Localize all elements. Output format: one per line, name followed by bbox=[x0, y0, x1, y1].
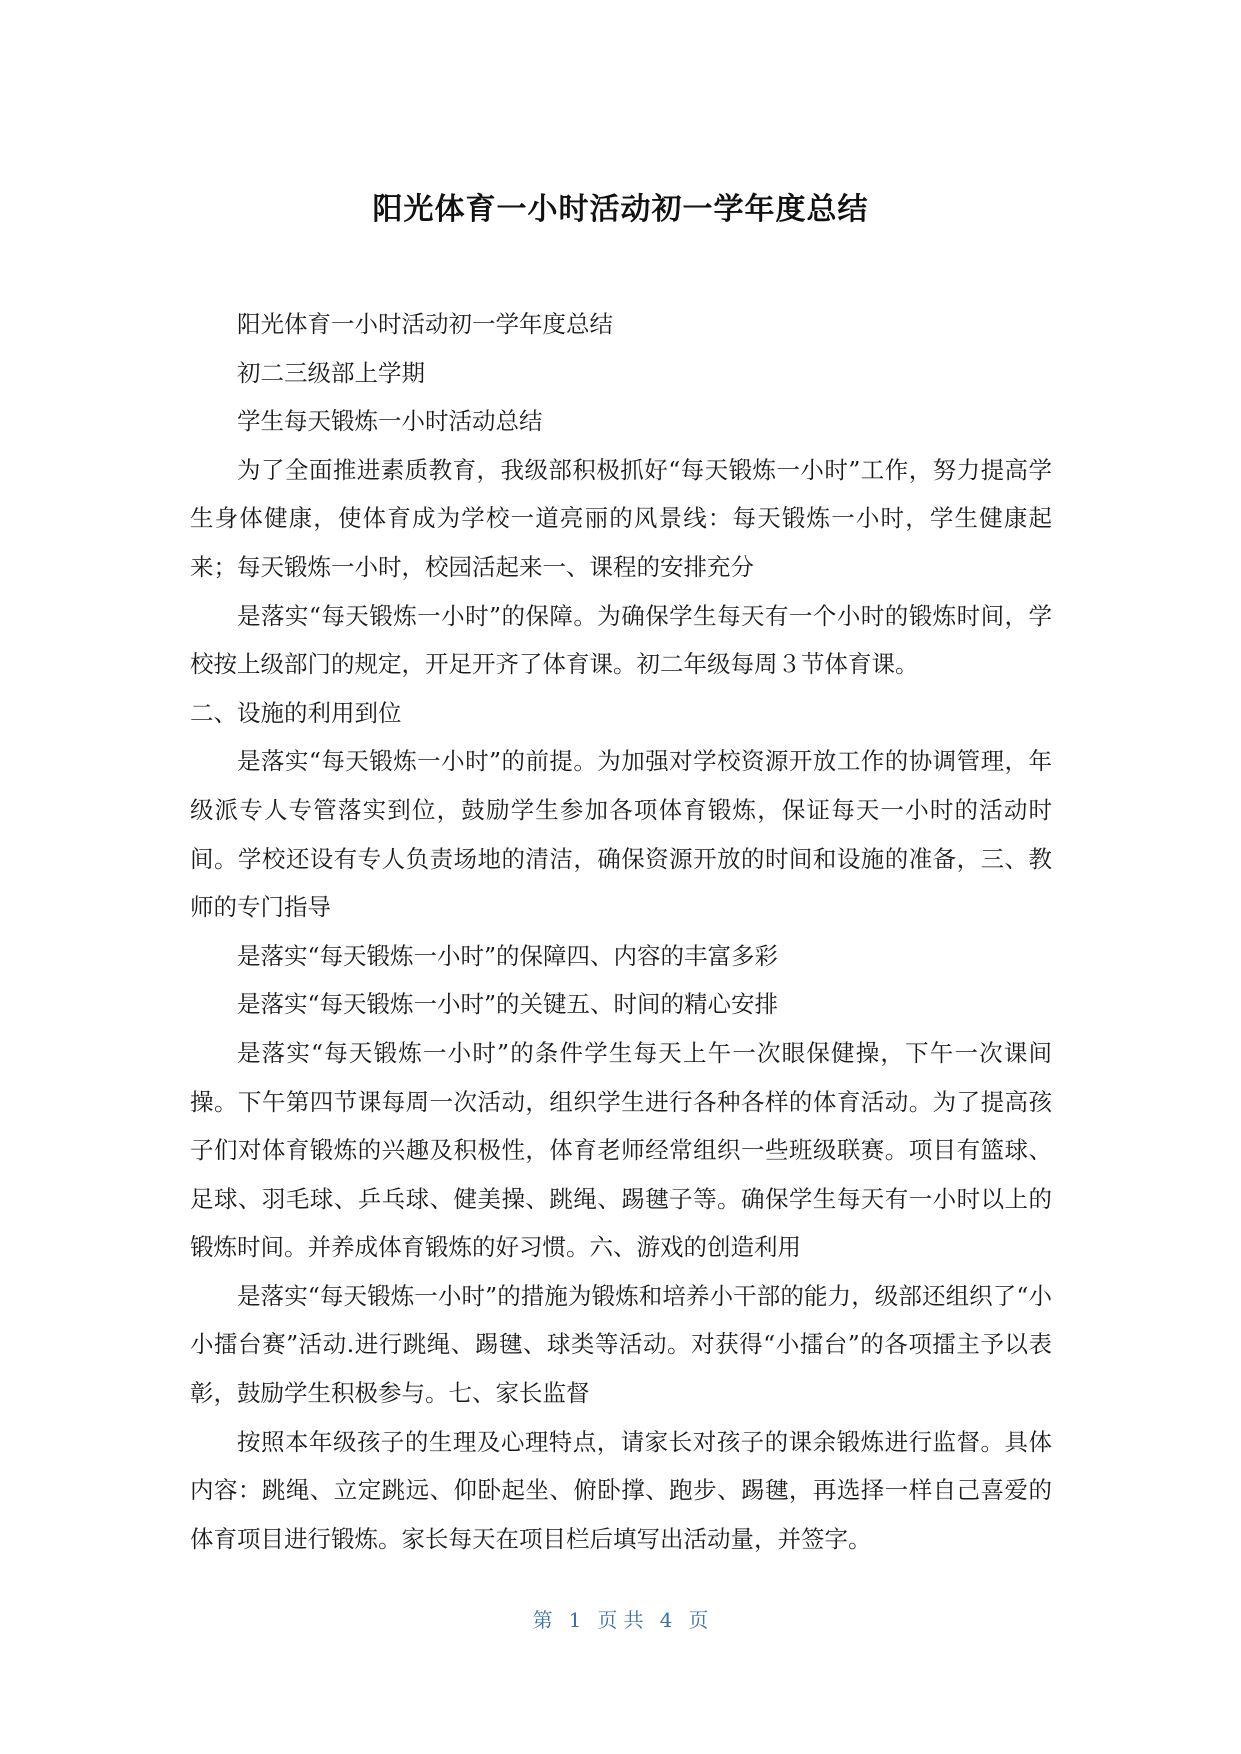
paragraph-8: 是落实“每天锻炼一小时”的保障四、内容的丰富多彩 bbox=[237, 941, 779, 970]
paragraph-4: 为了全面推进素质教育，我级部积极抓好“每天锻炼一小时”工作，努力提高学生身体健康，使体育成为学校一道亮丽的风景线：每天锻炼一小时，学生健康起来；每天锻炼一小时，校园活起来一、课程的安排充分 bbox=[190, 455, 1052, 581]
paragraph-2: 初二三级部上学期 bbox=[237, 358, 425, 387]
page-footer bbox=[0, 1608, 1241, 1632]
document-title: 阳光体育一小时活动初一学年度总结 bbox=[372, 192, 869, 227]
paragraph-3: 学生每天锻炼一小时活动总结 bbox=[237, 407, 543, 436]
footer-current-page: 1 bbox=[568, 1608, 582, 1632]
paragraph-10: 是落实“每天锻炼一小时”的条件学生每天上午一次眼保健操，下午一次课间操。下午第四节课每周一次活动，组织学生进行各种各样的体育活动。为了提高孩子们对体育锻炼的兴趣及积极性，体育老师经常组织一些班级联赛。项目有篮球、足球、羽毛球、乒乓球、健美操、跳绳、踢毽子等。确保学生每天有一小时以上的锻炼时间。并养成体育锻炼的好习惯。六、游戏的创造利用 bbox=[190, 1038, 1052, 1262]
footer-total-pages: 4 bbox=[659, 1608, 673, 1632]
paragraph-9: 是落实“每天锻炼一小时”的关键五、时间的精心安排 bbox=[237, 990, 779, 1019]
paragraph-7: 是落实“每天锻炼一小时”的前提。为加强对学校资源开放工作的协调管理，年级派专人专管落实到位，鼓励学生参加各项体育锻炼，保证每天一小时的活动时间。学校还设有专人负责场地的清洁，确保资源开放的时间和设施的准备，三、教师的专门指导 bbox=[190, 747, 1052, 922]
paragraph-12: 按照本年级孩子的生理及心理特点，请家长对孩子的课余锻炼进行监督。具体内容：跳绳、立定跳远、仰卧起坐、俯卧撑、跑步、踢毽，再选择一样自己喜爱的体育项目进行锻炼。家长每天在项目栏后填写出活动量，并签字。 bbox=[190, 1427, 1052, 1553]
paragraph-1: 阳光体育一小时活动初一学年度总结 bbox=[237, 310, 613, 338]
footer-middle: 页 共 bbox=[597, 1608, 644, 1632]
paragraph-11: 是落实“每天锻炼一小时”的措施为锻炼和培养小干部的能力，级部还组织了“小小擂台赛”活动.进行跳绳、踢毽、球类等活动。对获得“小擂台”的各项擂主予以表彰，鼓励学生积极参与。七、家长监督 bbox=[190, 1281, 1052, 1408]
section-heading-2: 二、设施的利用到位 bbox=[190, 698, 402, 727]
document-body bbox=[190, 300, 1052, 1563]
footer-prefix: 第 bbox=[532, 1608, 553, 1632]
footer-suffix: 页 bbox=[688, 1608, 709, 1632]
paragraph-5: 是落实“每天锻炼一小时”的保障。为确保学生每天有一个小时的锻炼时间，学校按上级部门的规定，开足开齐了体育课。初二年级每周３节体育课。 bbox=[190, 601, 1052, 679]
